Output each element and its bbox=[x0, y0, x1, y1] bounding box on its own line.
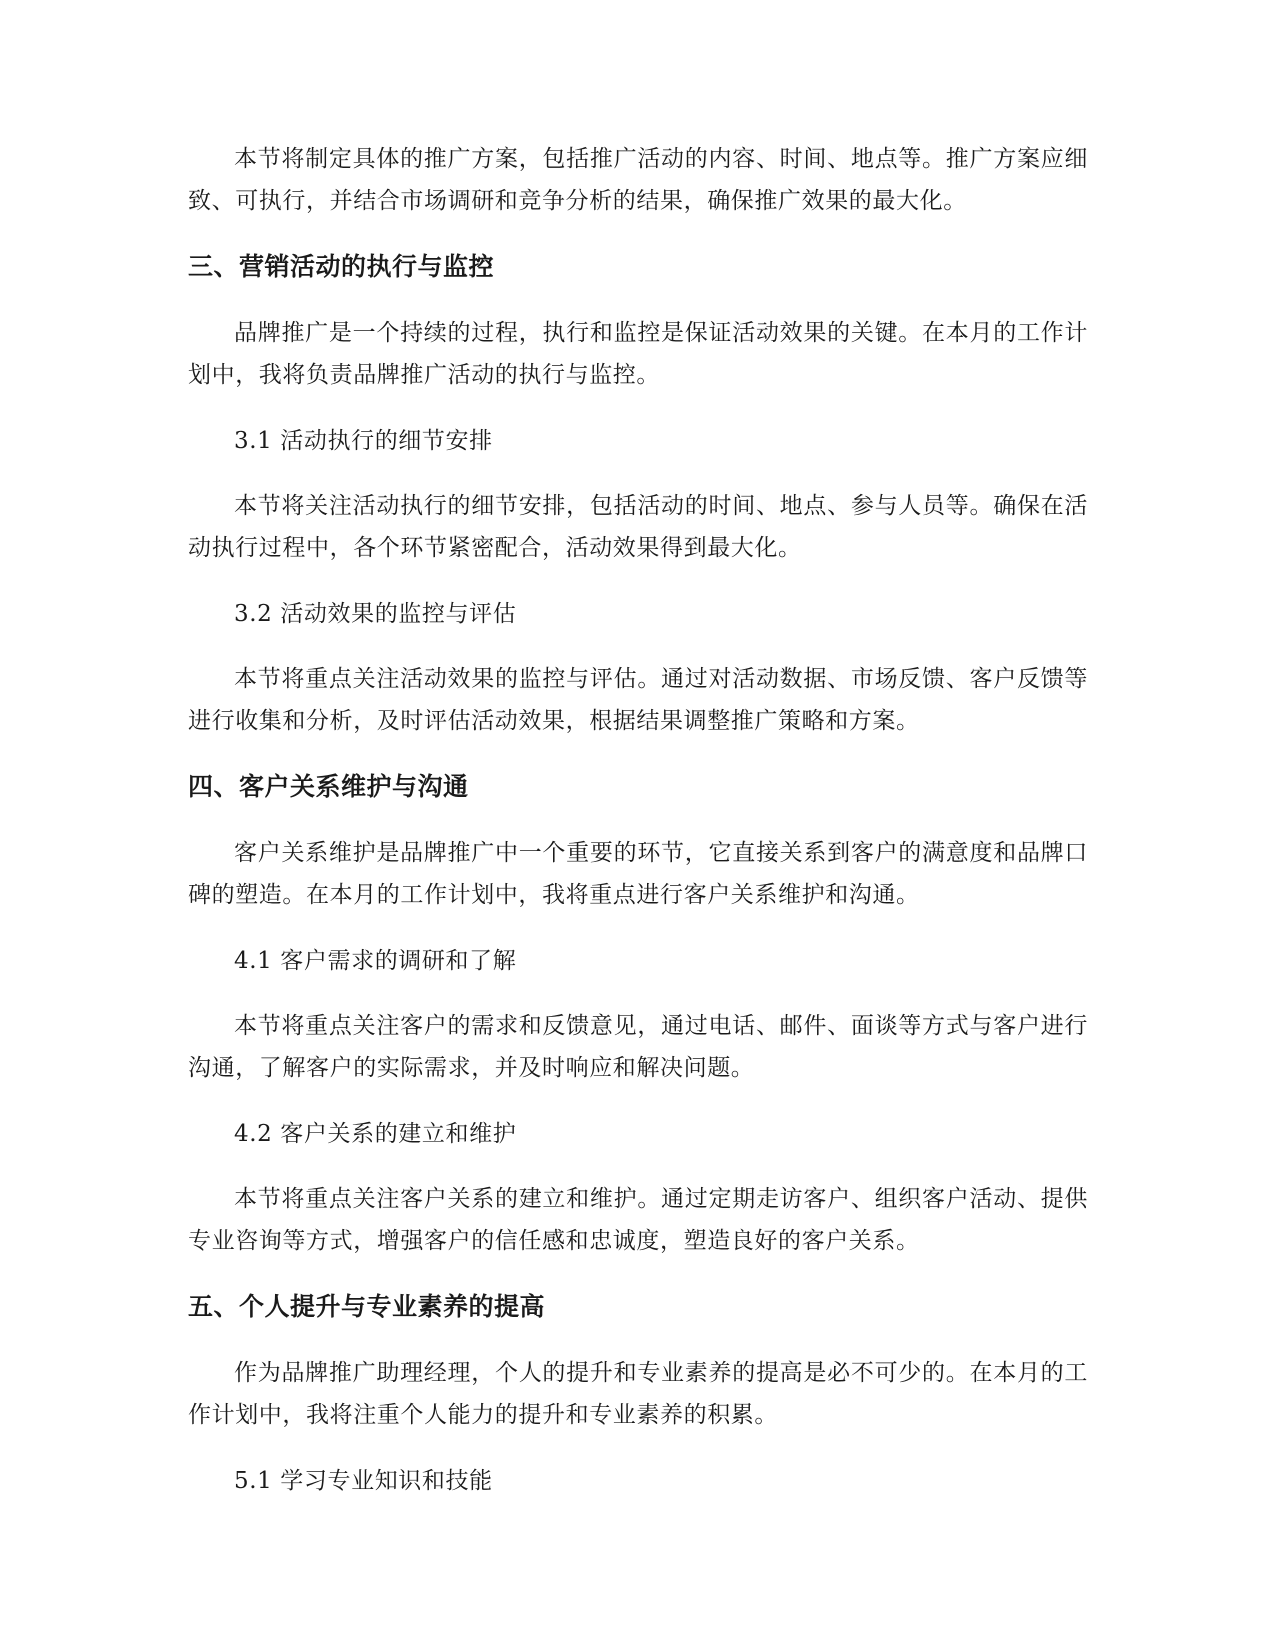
section-heading-5: 五、个人提升与专业素养的提高 bbox=[188, 1292, 546, 1321]
paragraph-section-5-intro: 作为品牌推广助理经理，个人的提升和专业素养的提高是必不可少的。在本月的工作计划中，我将注重个人能力的提升和专业素养的积累。 bbox=[188, 1360, 1088, 1428]
paragraph-section-3-intro: 品牌推广是一个持续的过程，执行和监控是保证活动效果的关键。在本月的工作计划中，我将负责品牌推广活动的执行与监控。 bbox=[188, 320, 1088, 388]
paragraph-promotion-plan: 本节将制定具体的推广方案，包括推广活动的内容、时间、地点等。推广方案应细致、可执行，并结合市场调研和竞争分析的结果，确保推广效果的最大化。 bbox=[188, 146, 1088, 214]
paragraph-section-4-intro: 客户关系维护是品牌推广中一个重要的环节，它直接关系到客户的满意度和品牌口碑的塑造。在本月的工作计划中，我将重点进行客户关系维护和沟通。 bbox=[188, 840, 1088, 908]
section-heading-4: 四、客户关系维护与沟通 bbox=[188, 772, 469, 801]
subheading-4-2: 4.2 客户关系的建立和维护 bbox=[234, 1121, 517, 1147]
subheading-3-1: 3.1 活动执行的细节安排 bbox=[234, 428, 493, 454]
subheading-4-1: 4.1 客户需求的调研和了解 bbox=[234, 948, 517, 974]
paragraph-3-1: 本节将关注活动执行的细节安排，包括活动的时间、地点、参与人员等。确保在活动执行过程中，各个环节紧密配合，活动效果得到最大化。 bbox=[188, 493, 1088, 561]
paragraph-3-2: 本节将重点关注活动效果的监控与评估。通过对活动数据、市场反馈、客户反馈等进行收集和分析，及时评估活动效果，根据结果调整推广策略和方案。 bbox=[188, 666, 1088, 734]
subheading-5-1: 5.1 学习专业知识和技能 bbox=[234, 1468, 493, 1494]
document-page bbox=[188, 138, 1088, 1525]
subheading-3-2: 3.2 活动效果的监控与评估 bbox=[234, 601, 517, 627]
paragraph-4-1: 本节将重点关注客户的需求和反馈意见，通过电话、邮件、面谈等方式与客户进行沟通，了解客户的实际需求，并及时响应和解决问题。 bbox=[188, 1013, 1088, 1081]
paragraph-4-2: 本节将重点关注客户关系的建立和维护。通过定期走访客户、组织客户活动、提供专业咨询等方式，增强客户的信任感和忠诚度，塑造良好的客户关系。 bbox=[188, 1186, 1088, 1254]
section-heading-3: 三、营销活动的执行与监控 bbox=[188, 252, 495, 281]
